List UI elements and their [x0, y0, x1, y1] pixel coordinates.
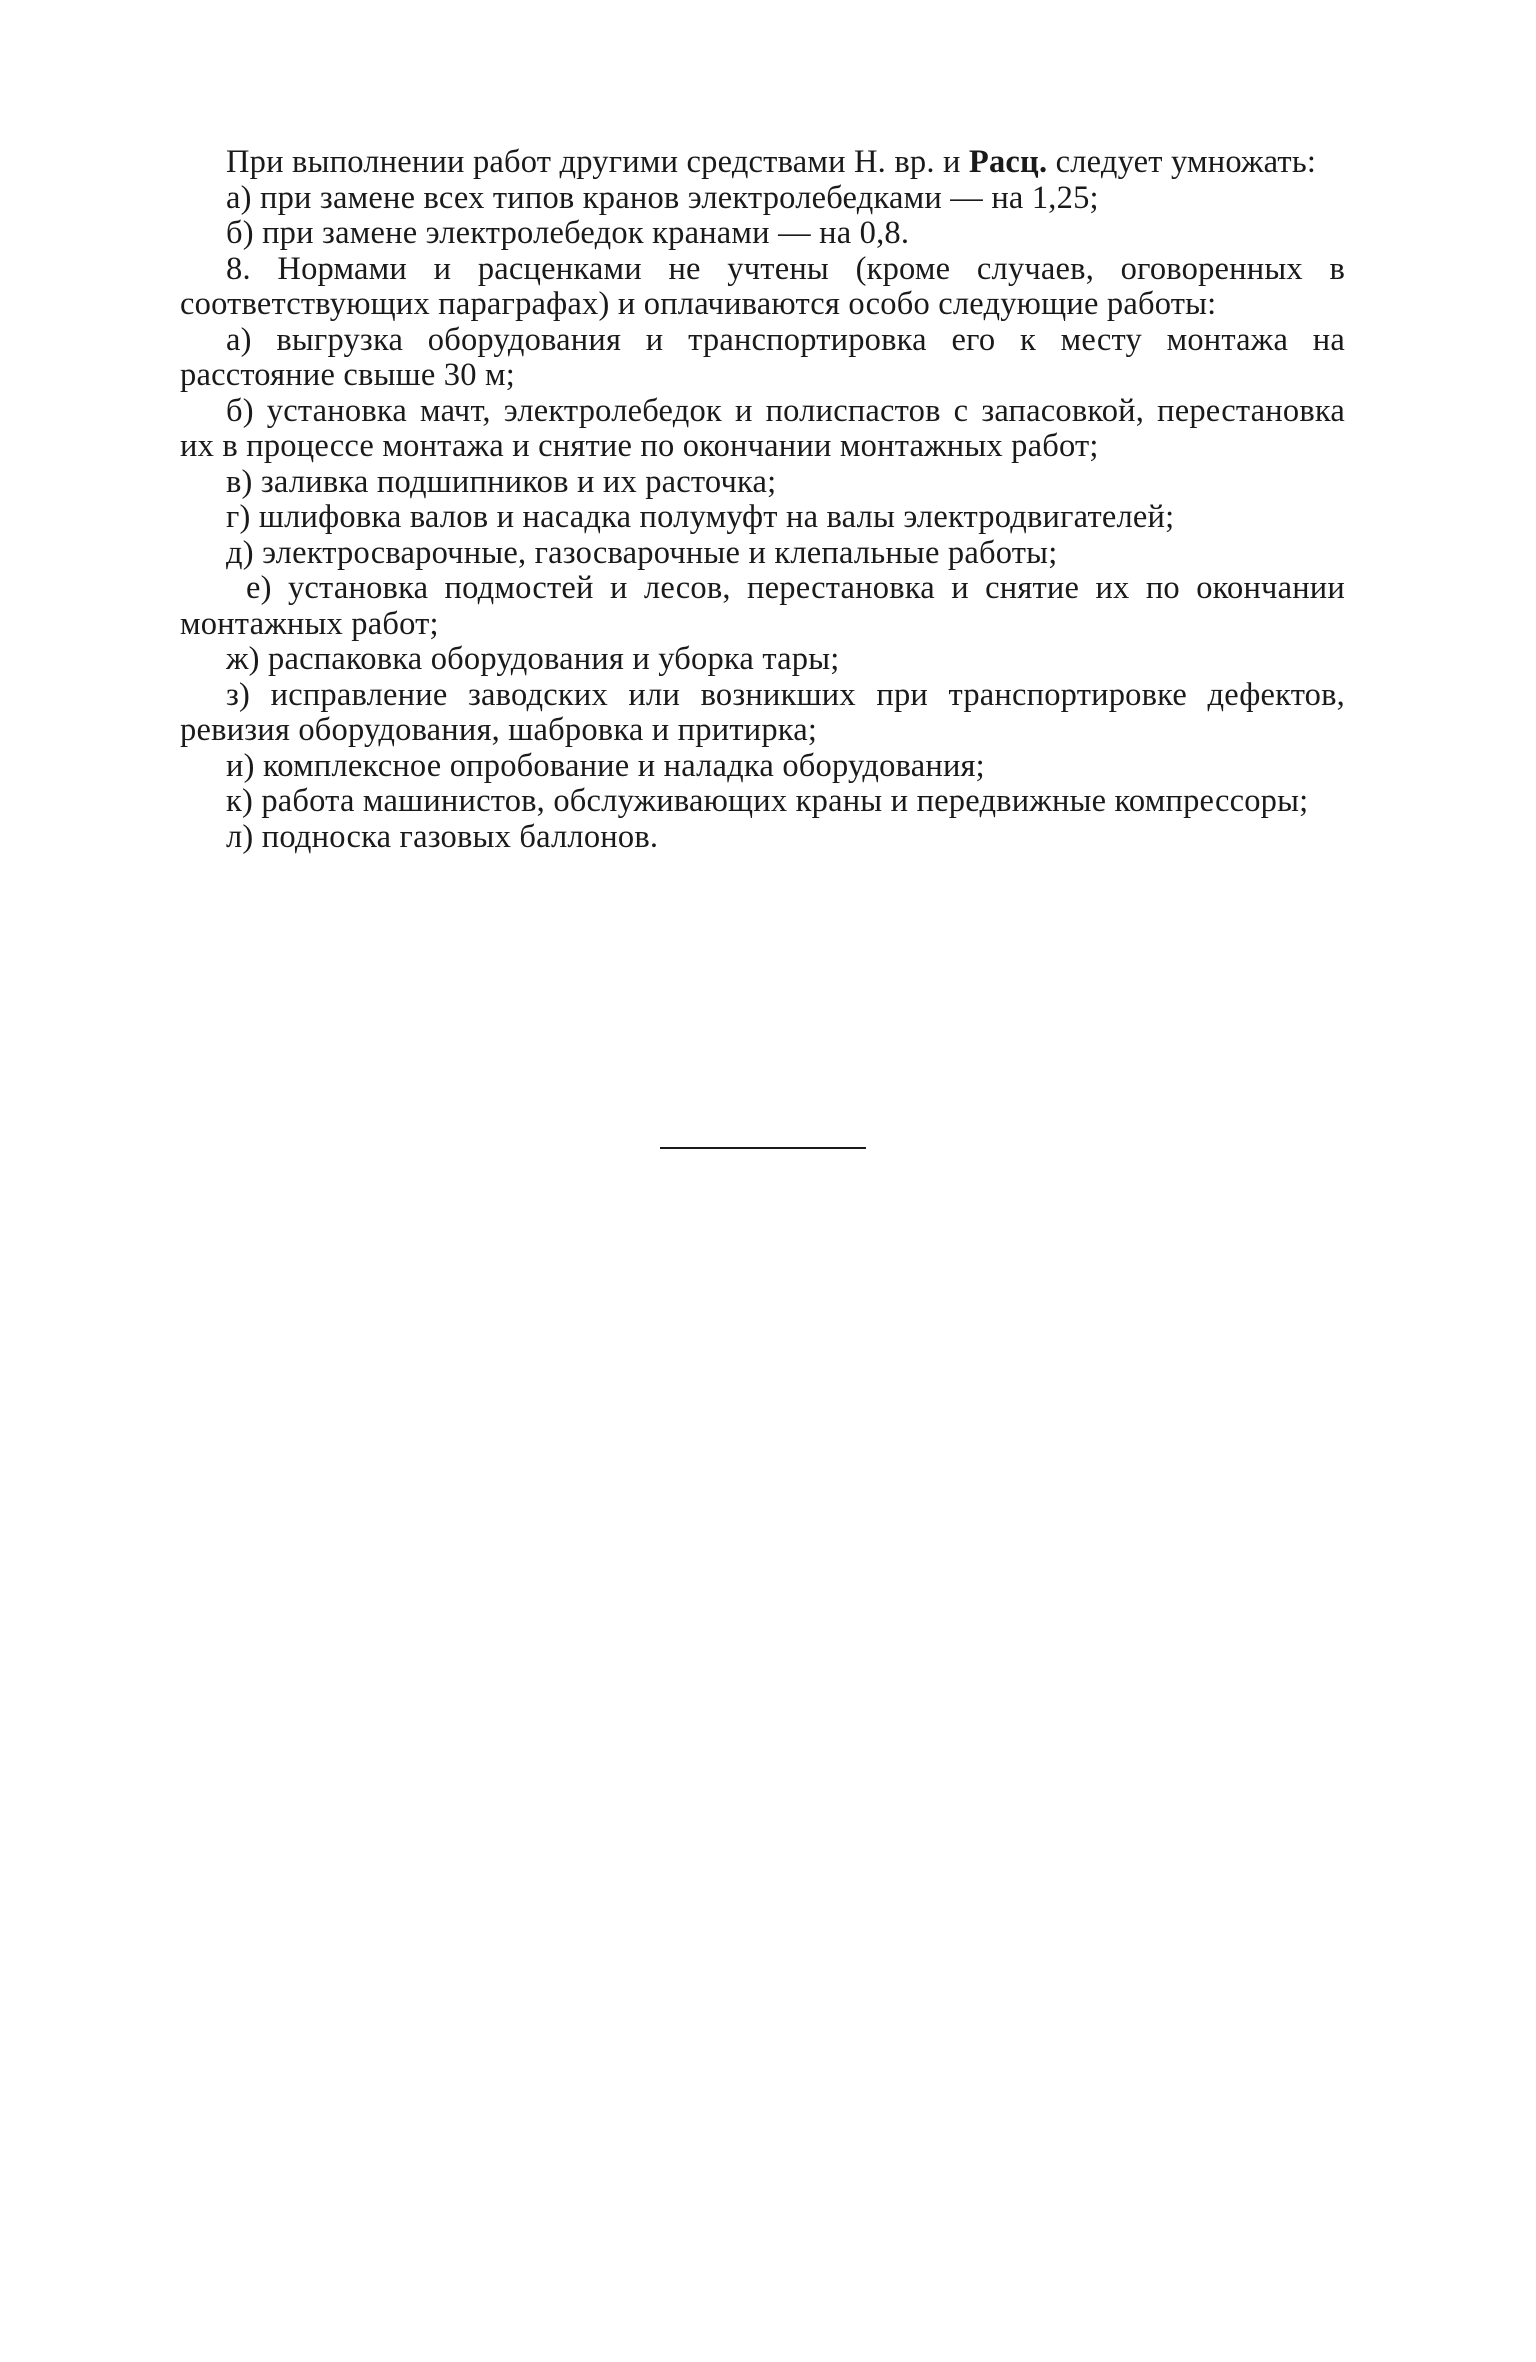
list-item-b: б) установка мачт, электролебедок и полиспастов с запасовкой, перестановка их в процессе монтажа и снятие по окончании монтажных работ; — [180, 392, 1345, 464]
document-page — [180, 145, 1345, 855]
list-item-l: л) подноска газовых баллонов. — [226, 818, 659, 855]
end-divider-line — [660, 1147, 866, 1149]
multiplier-item-b: б) при замене электролебедок кранами — на 0,8. — [226, 215, 910, 251]
list-item-e: е) установка подмостей и лесов, перестановка и снятие их по окончании монтажных работ; — [180, 570, 1345, 642]
intro-text-start: При выполнении работ другими средствами Н. вр. и — [226, 144, 969, 180]
intro-text-end: следует умножать: — [1047, 144, 1317, 180]
list-item-k: к) работа машинистов, обслуживающих краны и передвижные компрессоры; — [226, 783, 1309, 819]
section-8-paragraph: 8. Нормами и расценками не учтены (кроме случаев, оговоренных в соответствующих параграфах) и оплачиваются особо следующие работы: — [180, 250, 1345, 322]
intro-paragraph — [180, 145, 1345, 181]
list-item-a: а) выгрузка оборудования и транспортировка его к месту монтажа на расстояние свыше 30 м; — [180, 321, 1345, 393]
list-item-i: и) комплексное опробование и наладка оборудования; — [226, 747, 985, 784]
list-item-g: г) шлифовка валов и насадка полумуфт на валы электродвигателей; — [226, 499, 1175, 535]
list-item-z: з) исправление заводских или возникших при транспортировке дефектов, ревизия оборудования, шабровка и притирка; — [180, 676, 1345, 748]
multiplier-item-a: а) при замене всех типов кранов электролебедками — на 1,25; — [226, 179, 1099, 216]
intro-bold-term: Расц. — [968, 144, 1048, 180]
list-item-d: д) электросварочные, газосварочные и клепальные работы; — [226, 534, 1058, 571]
list-item-v: в) заливка подшипников и их расточка; — [226, 463, 777, 500]
list-item-zh: ж) распаковка оборудования и уборка тары; — [226, 641, 840, 677]
